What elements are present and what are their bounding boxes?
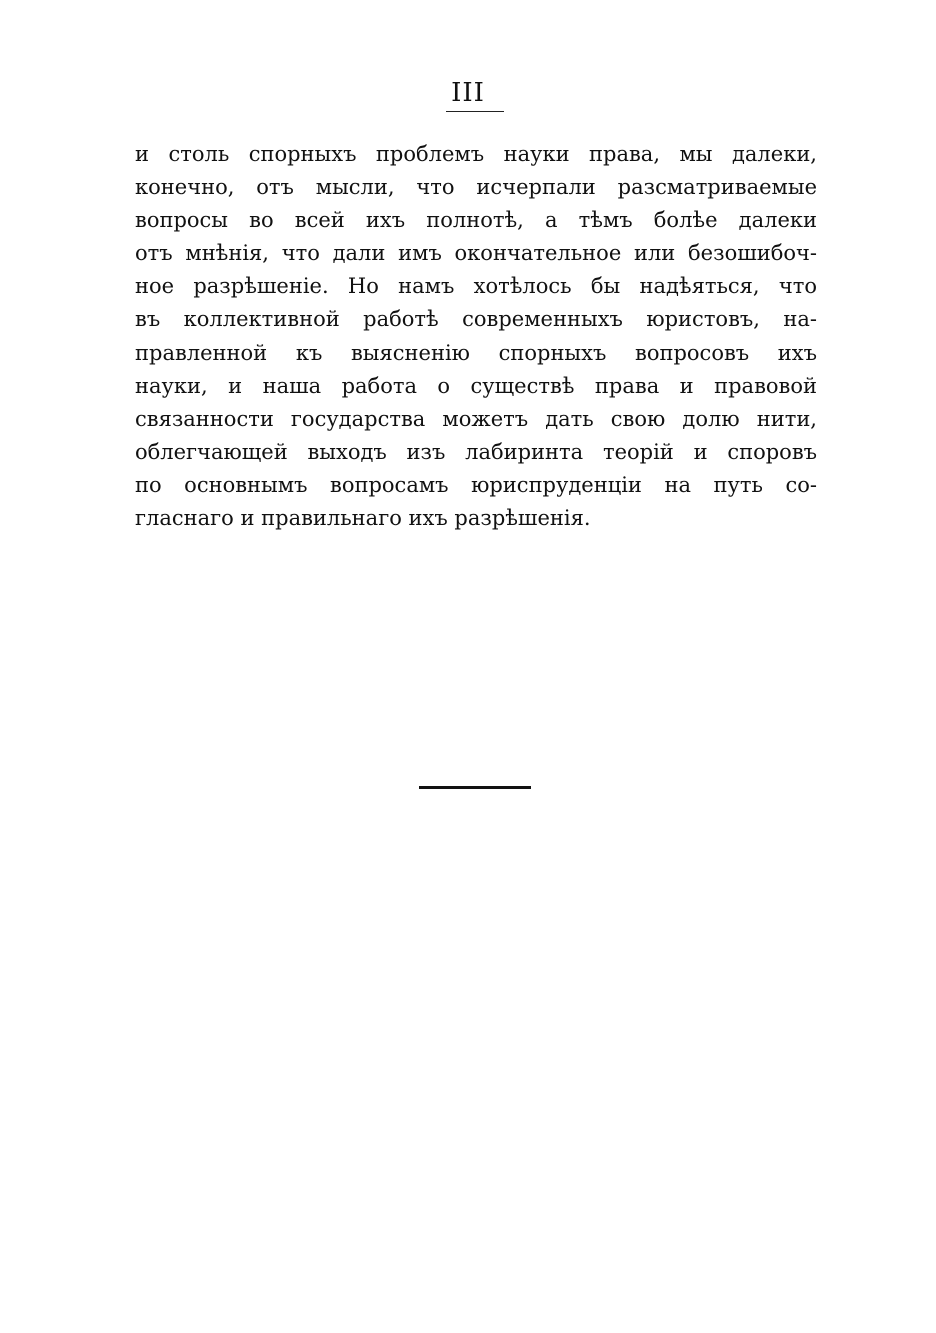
text-line: связанности государства можетъ дать свою долю нити, [135, 406, 817, 431]
text-line: по основнымъ вопросамъ юриспруденціи на путь со- [135, 472, 817, 497]
end-rule [419, 786, 531, 789]
text-line: конечно, отъ мысли, что исчерпали разсматриваемые [135, 175, 817, 200]
page-number-underline [446, 111, 504, 112]
page-number: III [451, 78, 485, 108]
text-line: отъ мнѣнія, что дали имъ окончательное или безошибоч- [135, 241, 817, 266]
text-line: вопросы во всей ихъ полнотѣ, а тѣмъ болѣе далеки [135, 208, 817, 233]
text-line: правленной къ выясненію спорныхъ вопросовъ ихъ [135, 340, 817, 365]
text-line: въ коллективной работѣ современныхъ юристовъ, на- [135, 307, 817, 332]
text-line: облегчающей выходъ изъ лабиринта теорій и споровъ [135, 439, 817, 464]
body-text [135, 138, 817, 535]
text-line: гласнаго и правильнаго ихъ разрѣшенія. [135, 506, 591, 531]
text-line: ное разрѣшеніе. Но намъ хотѣлось бы надѣяться, что [135, 274, 817, 299]
text-line: науки, и наша работа о существѣ права и правовой [135, 373, 817, 398]
text-line: и столь спорныхъ проблемъ науки права, мы далеки, [135, 142, 817, 166]
